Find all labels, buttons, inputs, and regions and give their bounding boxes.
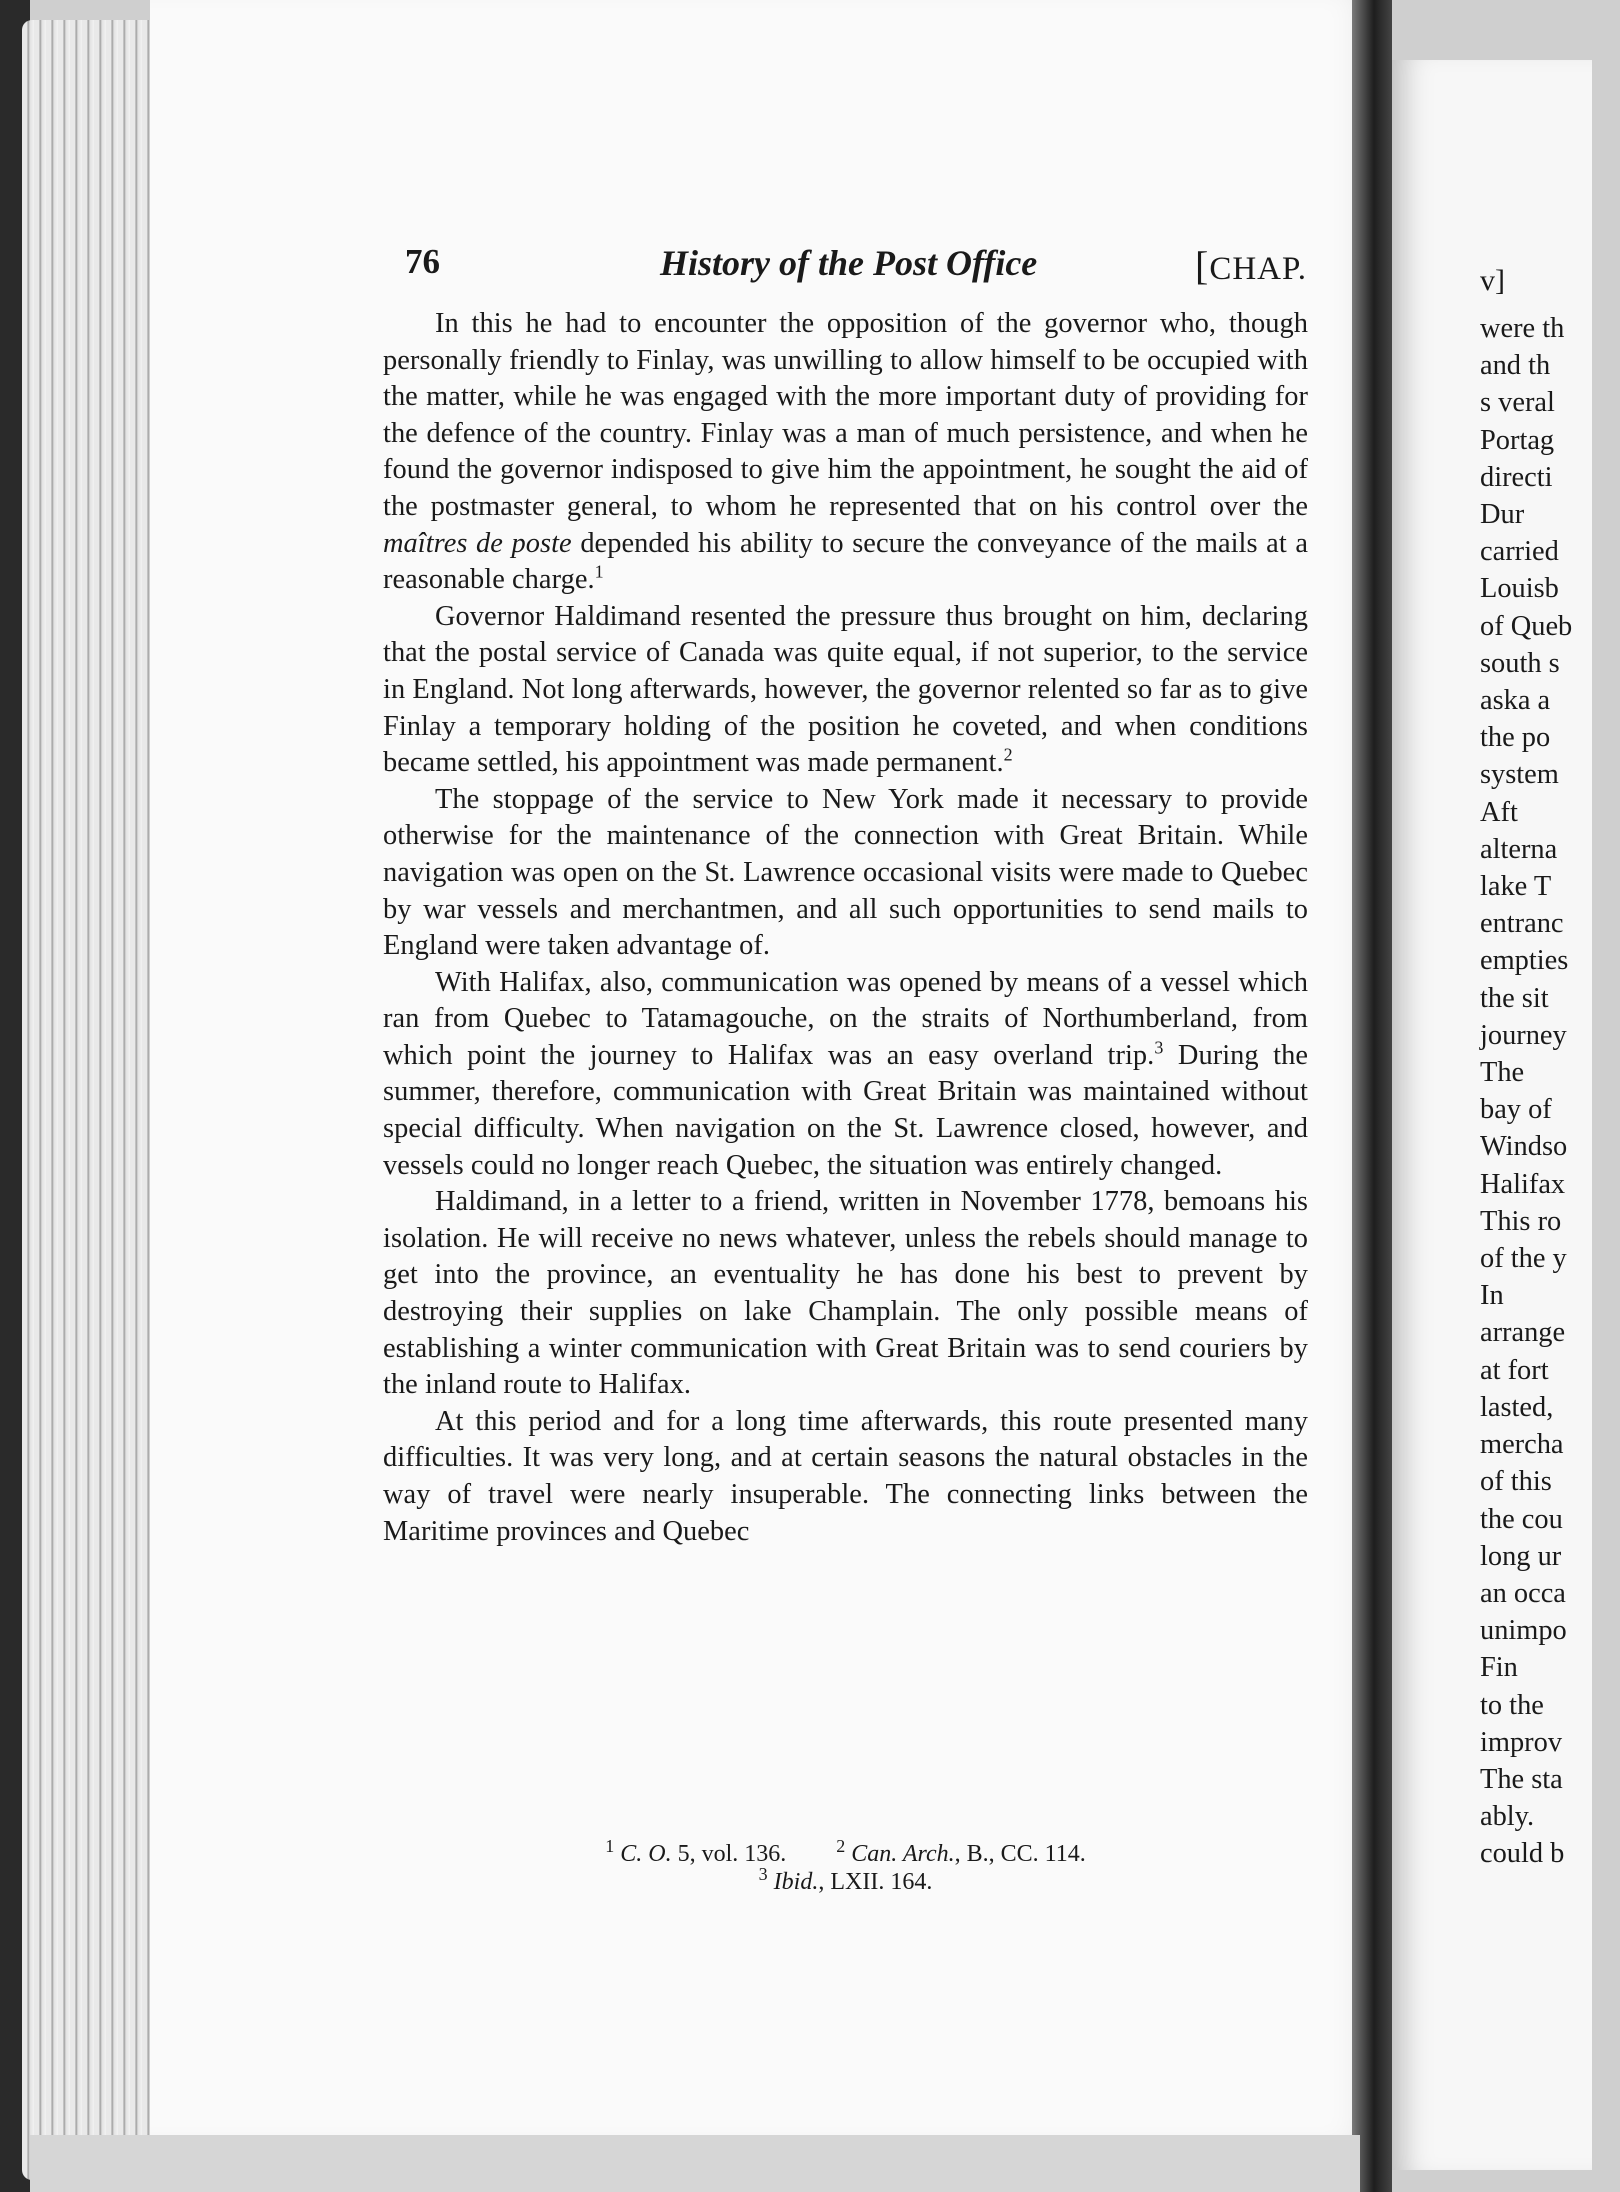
right-page-line: long ur bbox=[1480, 1540, 1562, 1572]
right-page-line: system bbox=[1480, 759, 1559, 791]
right-page-line: the sit bbox=[1480, 982, 1549, 1014]
right-page-fragments bbox=[1480, 264, 1620, 1873]
right-page-line: of this bbox=[1480, 1466, 1552, 1498]
right-page-line: improv bbox=[1480, 1726, 1563, 1758]
paragraph-1-italic: maîtres de poste bbox=[383, 527, 572, 559]
right-page-line: The sta bbox=[1480, 1763, 1563, 1795]
right-running-head: v] bbox=[1480, 264, 1505, 297]
right-page-line: entranc bbox=[1480, 908, 1564, 940]
right-page-line: aska a bbox=[1480, 685, 1551, 717]
right-page-line: Halifax bbox=[1480, 1168, 1566, 1200]
right-page-line: alterna bbox=[1480, 833, 1558, 865]
right-page-lines bbox=[1480, 310, 1620, 1873]
right-page-line: mercha bbox=[1480, 1429, 1564, 1461]
chapter-text: CHAP. bbox=[1209, 251, 1307, 287]
right-page-line: south s bbox=[1480, 647, 1560, 679]
paragraph-3 bbox=[383, 782, 1308, 965]
paragraph-3-text: The stoppage of the service to New York made it necessary to provide otherwise for the maintenance of the connection with Great Britain. While navigation was open on the St. Lawrence occasional visits were made to Quebec by war vessels and merchantmen, and all such opportunities to send mails to England were taken advantage of. bbox=[383, 783, 1308, 962]
paragraph-4 bbox=[383, 965, 1308, 1185]
running-title: History of the Post Office bbox=[660, 243, 1038, 283]
right-page-line: Dur bbox=[1480, 499, 1525, 531]
paragraph-2-text: Governor Haldimand resented the pressure thus brought on him, declaring that the postal service of Canada was quite equal, if not superior, to the service in England. Not long afterwards, however, the governor relented so far as to give Finlay a temporary holding of the position he coveted, and when conditions became settled, his appointment was made permanent. bbox=[383, 600, 1308, 779]
footnote-ref-3: 3 bbox=[1154, 1037, 1164, 1058]
paragraph-1 bbox=[383, 306, 1308, 599]
right-page-line: Windso bbox=[1480, 1131, 1568, 1163]
running-head bbox=[405, 236, 1305, 296]
right-page-line: Aft bbox=[1480, 796, 1518, 828]
right-page-line: ably. bbox=[1480, 1801, 1535, 1833]
right-page-line: This ro bbox=[1480, 1205, 1562, 1237]
footnotes bbox=[383, 1836, 1308, 1896]
paragraph-4-text: With Halifax, also, communication was opened by means of a vessel which ran from Quebec to Tatamagouche, on the straits of Northumberland, from which point the journey to Halifax was an easy overland trip. bbox=[383, 966, 1308, 1071]
paragraph-1-text: In this he had to encounter the opposition of the governor who, though personally friendly to Finlay, was unwilling to allow himself to be occupied with the matter, while he was engaged with the more important duty of providing for the defence of the country. Finlay was a man of much persistence, and when he found the governor indisposed to give him the appointment, he sought the aid of the postmaster general, to whom he represented that on his control over the bbox=[383, 308, 1308, 522]
paragraph-2 bbox=[383, 599, 1308, 782]
paragraph-5 bbox=[383, 1184, 1308, 1404]
right-page-line: were th bbox=[1480, 313, 1565, 344]
body-text bbox=[383, 306, 1308, 1826]
right-page-line: arrange bbox=[1480, 1317, 1566, 1349]
right-page-line: unimpo bbox=[1480, 1615, 1567, 1647]
right-page-line: empties bbox=[1480, 945, 1569, 977]
right-page-line: Fin bbox=[1480, 1652, 1518, 1684]
right-page-line: the cou bbox=[1480, 1503, 1563, 1535]
right-page-line: the po bbox=[1480, 722, 1551, 754]
paragraph-6-text: At this period and for a long time afterwards, this route presented many difficulties. It was very long, and at certain seasons the natural obstacles in the way of travel were nearly insuperable. The connecting links between the Maritime provinces and Quebec bbox=[383, 1405, 1308, 1547]
chapter-bracket: [ bbox=[1195, 243, 1210, 288]
book-gutter bbox=[1352, 0, 1392, 2192]
right-page-line: In bbox=[1480, 1280, 1504, 1312]
footnote-1: $^1$ C. O. 5, vol. 136. bbox=[605, 1836, 787, 1867]
chapter-label bbox=[1195, 242, 1307, 289]
right-page-line: lasted, bbox=[1480, 1391, 1554, 1423]
footnote-line-2 bbox=[383, 1864, 1308, 1896]
page-bottom-edge bbox=[30, 2135, 1360, 2192]
footnote-2: $^2$ Can. Arch., B., CC. 114. bbox=[836, 1836, 1086, 1867]
right-page-line: lake T bbox=[1480, 871, 1552, 903]
right-page-line: Louisb bbox=[1480, 573, 1559, 605]
footnote-ref-1: 1 bbox=[594, 561, 604, 582]
paragraph-1-tail: depended his ability to secure the conveyance of the mails at a reasonable charge. bbox=[383, 527, 1308, 596]
footnote-line-1 bbox=[383, 1836, 1308, 1868]
paragraph-6 bbox=[383, 1404, 1308, 1550]
right-page-line: journey bbox=[1480, 1019, 1567, 1051]
footnote-3: $^3$ Ibid., LXII. 164. bbox=[758, 1864, 933, 1895]
right-page-line: could b bbox=[1480, 1838, 1565, 1870]
page-number: 76 bbox=[405, 242, 440, 281]
right-page-line: The bbox=[1480, 1057, 1525, 1089]
paragraph-5-text: Haldimand, in a letter to a friend, written in November 1778, bemoans his isolation. He will receive no news whatever, unless the rebels should manage to get into the province, an eventuality he has done his best to prevent by destroying their supplies on lake Champlain. The only possible means of establishing a winter communication with Great Britain was to send couriers by the inland route to Halifax. bbox=[383, 1186, 1308, 1401]
right-page-line: of Queb bbox=[1480, 610, 1573, 642]
right-page-line: at fort bbox=[1480, 1354, 1549, 1386]
right-page-line: to the bbox=[1480, 1689, 1544, 1721]
right-page-line: and th bbox=[1480, 350, 1551, 382]
right-page-line: carried bbox=[1480, 536, 1559, 568]
footnote-ref-2: 2 bbox=[1003, 744, 1013, 765]
right-page-line: Portag bbox=[1480, 424, 1555, 456]
right-page-line: directi bbox=[1480, 461, 1553, 493]
right-page-line: bay of bbox=[1480, 1094, 1552, 1126]
right-page-line: of the y bbox=[1480, 1243, 1567, 1275]
right-page-line: an occa bbox=[1480, 1577, 1566, 1609]
right-page-line: s veral bbox=[1480, 387, 1555, 419]
paragraph-4-tail: During the summer, therefore, communication with Great Britain was maintained without special difficulty. When navigation on the St. Lawrence closed, however, and vessels could no longer reach Quebec, the situation was entirely changed. bbox=[383, 1039, 1309, 1181]
